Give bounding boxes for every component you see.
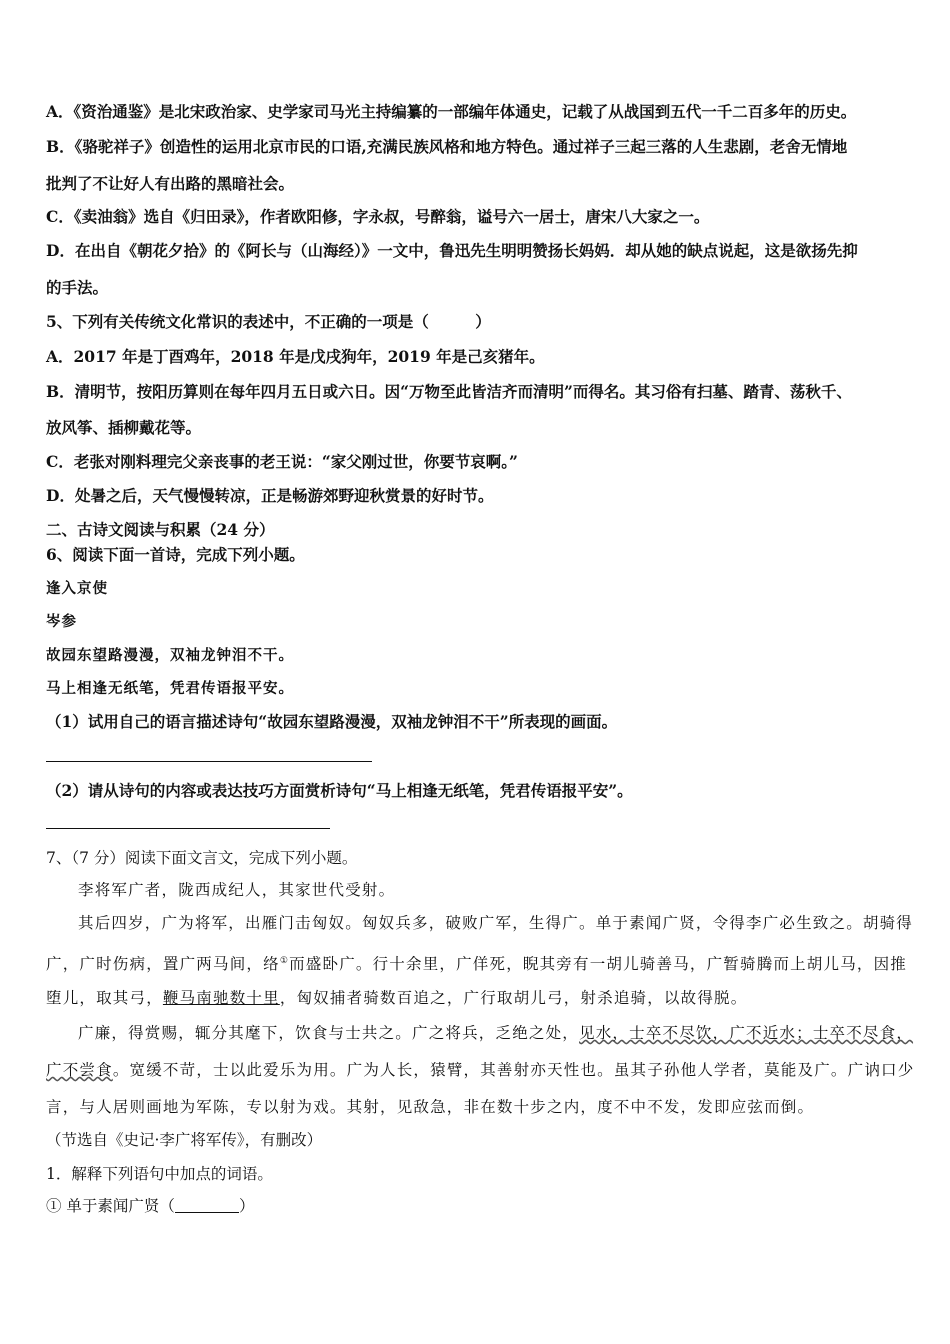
passage-para-2-line-2: 广，广时伤病，置广两马间，络①而盛卧广。行十余里，广佯死，睨其旁有一胡儿骑善马，广暂骑腾而上胡儿马，因推 — [46, 955, 907, 974]
q5-option-c: C．老张对刚料理完父亲丧事的老王说：“家父刚过世，你要节哀啊。” — [46, 452, 518, 471]
answer-line-1[interactable] — [46, 761, 372, 762]
q6-subquestion-1: （1）试用自己的语言描述诗句“故园东望路漫漫，双袖龙钟泪不干”所表现的画面。 — [46, 712, 618, 731]
passage-para-2-line-3: 堕儿，取其弓，鞭马南驰数十里，匈奴捕者骑数百追之，广行取胡儿弓，射杀追骑，以故得脱。 — [46, 989, 748, 1007]
q5-stem: 5、下列有关传统文化常识的表述中，不正确的一项是（ ） — [46, 312, 491, 331]
q5-option-a: A．2017 年是丁酉鸡年，2018 年是戊戌狗年，2019 年是己亥猪年。 — [46, 347, 545, 366]
q7-stem: 7、（7 分）阅读下面文言文，完成下列小题。 — [46, 849, 358, 867]
fill-blank[interactable] — [175, 1198, 239, 1213]
passage-para-3-line-1: 广廉，得赏赐，辄分其麾下，饮食与士共之。广之将兵，乏绝之处，见水，士卒不尽饮，广不近水；士卒不尽食， — [78, 1024, 914, 1042]
poem-title: 逢入京使 — [46, 580, 108, 597]
q4-option-d: D．在出自《朝花夕拾》的《阿长与（山海经）》一文中，鲁迅先生明明赞扬长妈妈．却从她的缺点说起，这是欲扬先抑 — [46, 241, 858, 260]
q5-option-b: B．清明节，按阳历算则在每年四月五日或六日。因“万物至此皆洁齐而清明”而得名。其习俗有扫墓、踏青、荡秋千、 — [46, 382, 852, 401]
q5-option-b-cont: 放风筝、插柳戴花等。 — [46, 418, 202, 437]
q4-option-c: C．《卖油翁》选自《归田录》，作者欧阳修，字永叔，号醉翁，谥号六一居士，唐宋八大家之一。 — [46, 207, 710, 226]
wavy-underlined-phrase-cont: 广不尝食 — [46, 1061, 113, 1079]
passage-source: （节选自《史记·李广将军传》，有删改） — [46, 1131, 323, 1149]
passage-para-3-line-3: 言，与人居则画地为军陈，专以射为戏。其射，见敌急，非在数十步之内，度不中不发，发即应弦而倒。 — [46, 1098, 815, 1116]
q6-subquestion-2: （2）请从诗句的内容或表达技巧方面赏析诗句“马上相逢无纸笔，凭君传语报平安”。 — [46, 781, 633, 800]
passage-para-2-line-1: 其后四岁，广为将军，出雁门击匈奴。匈奴兵多，破败广军，生得广。单于素闻广贤，令得李广必生致之。胡骑得 — [78, 914, 914, 932]
poem-author: 岑参 — [46, 613, 77, 630]
q4-option-b: B．《骆驼祥子》创造性的运用北京市民的口语,充满民族风格和地方特色。通过祥子三起三落的人生悲剧，老舍无情地 — [46, 137, 848, 156]
q4-option-b-cont: 批判了不让好人有出路的黑暗社会。 — [46, 174, 295, 193]
q5-option-d: D．处暑之后，天气慢慢转凉，正是畅游郊野迎秋赏景的好时节。 — [46, 486, 494, 505]
footnote-marker: ① — [279, 956, 290, 966]
answer-line-2[interactable] — [46, 828, 330, 829]
q4-option-a: A．《资治通鉴》是北宋政治家、史学家司马光主持编纂的一部编年体通史，记载了从战国到五代一千二百多年的历史。 — [46, 102, 857, 121]
q7-item-1: ① 单于素闻广贤（ ） — [46, 1197, 255, 1215]
q6-stem: 6、阅读下面一首诗，完成下列小题。 — [46, 545, 305, 564]
poem-line-1: 故园东望路漫漫，双袖龙钟泪不干。 — [46, 647, 294, 664]
wavy-underlined-phrase: 见水，士卒不尽饮，广不近水；士卒不尽食， — [579, 1024, 914, 1042]
section-heading: 二、古诗文阅读与积累（24 分） — [46, 520, 275, 539]
poem-line-2: 马上相逢无纸笔，凭君传语报平安。 — [46, 680, 294, 697]
passage-para-3-line-2: 广不尝食。宽缓不苛，士以此爱乐为用。广为人长，猿臂，其善射亦天性也。虽其子孙他人学者，莫能及广。广讷口少 — [46, 1061, 915, 1079]
q4-option-d-cont: 的手法。 — [46, 278, 109, 297]
q7-subquestion-1: 1．解释下列语句中加点的词语。 — [46, 1165, 273, 1183]
underlined-phrase: 鞭马南驰数十里 — [162, 989, 280, 1007]
passage-para-1: 李将军广者，陇西成纪人，其家世代受射。 — [78, 881, 396, 899]
